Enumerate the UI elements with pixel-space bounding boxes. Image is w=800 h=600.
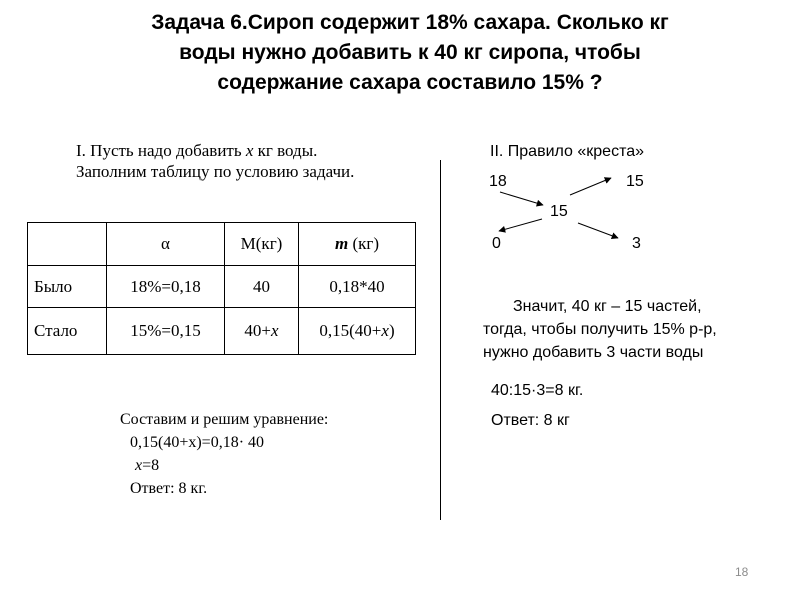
after-m-value: 0,15(40+ [319, 321, 382, 340]
row-before-m: 0,18*40 [299, 266, 416, 308]
explanation-text [483, 295, 717, 364]
after-mass-variable: x [271, 321, 279, 340]
header-m [299, 223, 416, 266]
intro-variable: x [245, 141, 254, 160]
intro-unit: кг воды. [253, 141, 318, 160]
header-mass: M(кг) [225, 223, 299, 266]
slide-title [40, 8, 780, 98]
left-intro [76, 140, 354, 182]
row-after-m [299, 308, 416, 355]
cross-bottom-left: 0 [492, 235, 501, 252]
cross-top-right: 15 [626, 173, 644, 190]
row-before-mass: 40 [225, 266, 299, 308]
arrow-top-left [500, 192, 543, 205]
explanation-line-2: тогда, чтобы получить 15% р-р, [483, 321, 717, 338]
cross-center: 15 [550, 203, 568, 220]
cross-rule-title: II. Правило «креста» [490, 143, 645, 160]
calculation-line: 40:15·3=8 кг. [491, 382, 584, 399]
explanation-line-3: нужно добавить 3 части воды [483, 344, 704, 361]
cross-top-left: 18 [489, 173, 507, 190]
after-mass-value: 40+ [244, 321, 272, 340]
equation-heading: Составим и решим уравнение: [120, 411, 329, 428]
calculation-block [491, 376, 583, 436]
header-blank [28, 223, 107, 266]
condition-table [27, 222, 416, 355]
arrow-bottom-left [499, 219, 542, 231]
row-after-alpha: 15%=0,15 [107, 308, 225, 355]
arrow-top-right [570, 178, 611, 195]
table-header-row [28, 223, 416, 266]
row-label-before: Было [28, 266, 107, 308]
after-m-variable: x [381, 321, 389, 340]
cross-bottom-right: 3 [632, 235, 641, 252]
explanation-line-1: Значит, 40 кг – 15 частей, [513, 298, 702, 315]
after-m-close: ) [388, 321, 395, 340]
title-line-2: воды нужно добавить к 40 кг сиропа, чтобы [179, 41, 641, 64]
equation-line-2 [120, 454, 328, 477]
header-alpha: α [107, 223, 225, 266]
equation-block [120, 408, 328, 500]
row-after-mass [225, 308, 299, 355]
intro-text: I. Пусть надо добавить [76, 141, 246, 160]
cross-diagram [470, 165, 670, 260]
equation-answer: Ответ: 8 кг. [130, 480, 208, 497]
title-line-1: Задача 6.Сироп содержит 18% сахара. Сколько кг [151, 11, 669, 34]
column-divider [440, 160, 441, 520]
row-label-after: Стало [28, 308, 107, 355]
page-number: 18 [735, 565, 749, 579]
intro-line-1 [76, 140, 354, 161]
equation-result: =8 [142, 457, 160, 474]
intro-line-2: Заполним таблицу по условию задачи. [76, 162, 355, 181]
row-before-alpha: 18%=0,18 [107, 266, 225, 308]
arrow-bottom-right [578, 223, 618, 238]
header-m-unit: (кг) [348, 234, 380, 253]
table-row [28, 266, 416, 308]
equation-variable: x [135, 457, 143, 474]
header-m-symbol: m [334, 234, 349, 253]
equation-line-1: 0,15(40+x)=0,18· 40 [130, 434, 265, 451]
title-line-3: содержание сахара составило 15% ? [217, 71, 603, 94]
right-answer: Ответ: 8 кг [491, 412, 570, 429]
table-row [28, 308, 416, 355]
